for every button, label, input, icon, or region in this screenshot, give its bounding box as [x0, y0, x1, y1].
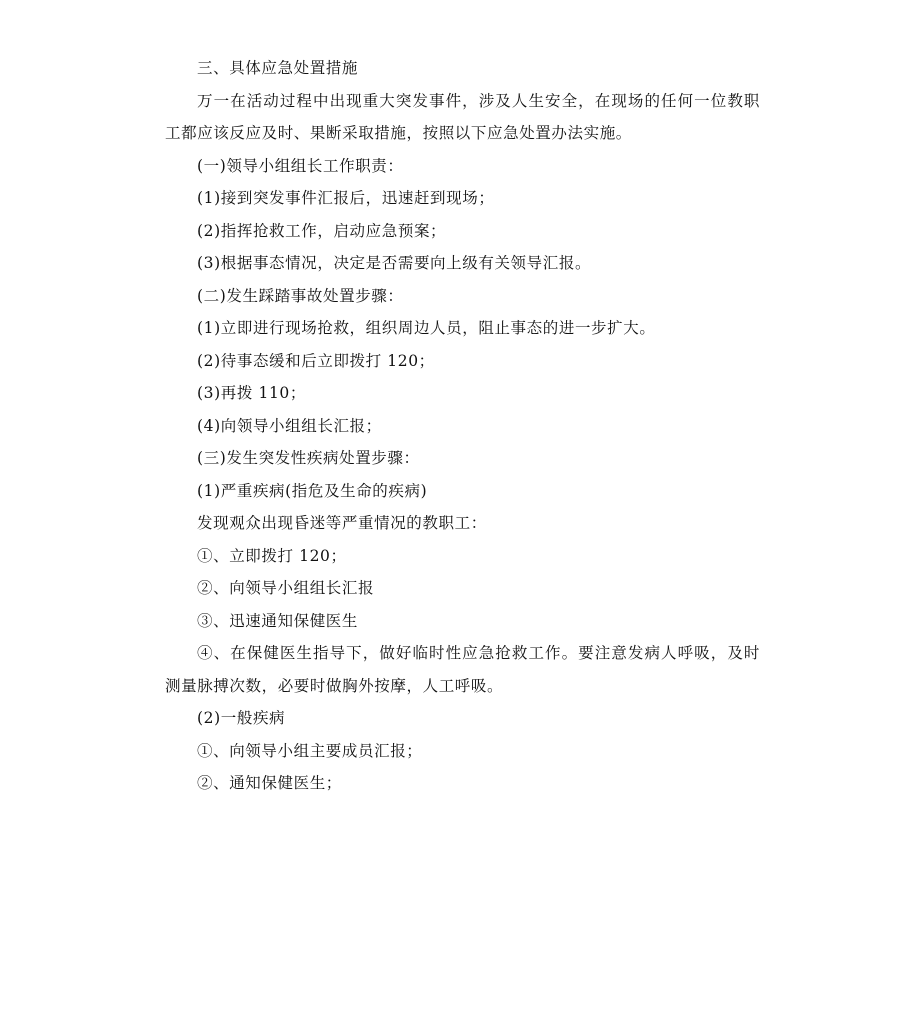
list-item: (3)根据事态情况，决定是否需要向上级有关领导汇报。: [197, 254, 592, 272]
list-item: ①、向领导小组主要成员汇报；: [197, 741, 423, 760]
list-item: (4)向领导小组组长汇报；: [197, 416, 382, 435]
body-paragraph: 发现观众出现昏迷等严重情况的教职工：: [197, 514, 487, 532]
list-item: (1)接到突发事件汇报后，迅速赶到现场；: [197, 189, 495, 207]
list-item: (2)指挥抢救工作，启动应急预案；: [197, 221, 447, 240]
list-item: (3)再拨 110；: [197, 384, 306, 402]
list-item: (1)严重疾病(指危及生命的疾病): [197, 481, 428, 500]
list-item: (1)立即进行现场抢救，组织周边人员，阻止事态的进一步扩大。: [197, 319, 656, 337]
list-item: (2)待事态缓和后立即拨打 120；: [197, 351, 435, 370]
list-item: ③、迅速通知保健医生: [197, 611, 359, 630]
list-item: ②、向领导小组组长汇报: [197, 579, 375, 597]
subsection-heading: (三)发生突发性疾病处置步骤：: [197, 449, 420, 467]
intro-paragraph: 万一在活动过程中出现重大突发事件，涉及人生安全，在现场的任何一位教职工都应该反应及时、果断采取措施，按照以下应急处置办法实施。: [165, 91, 760, 142]
list-item: ①、立即拨打 120；: [197, 546, 347, 565]
subsection-heading: (一)领导小组组长工作职责：: [197, 156, 404, 175]
subsection-heading: (二)发生踩踏事故处置步骤：: [197, 286, 404, 305]
document-body: [165, 52, 760, 800]
list-item: ②、通知保健医生；: [197, 774, 342, 792]
list-item: ④、在保健医生指导下，做好临时性应急抢救工作。要注意发病人呼吸，及时测量脉搏次数，必要时做胸外按摩，人工呼吸。: [165, 644, 760, 695]
list-item: (2)一般疾病: [197, 709, 286, 727]
section-heading: 三、具体应急处置措施: [197, 59, 359, 77]
